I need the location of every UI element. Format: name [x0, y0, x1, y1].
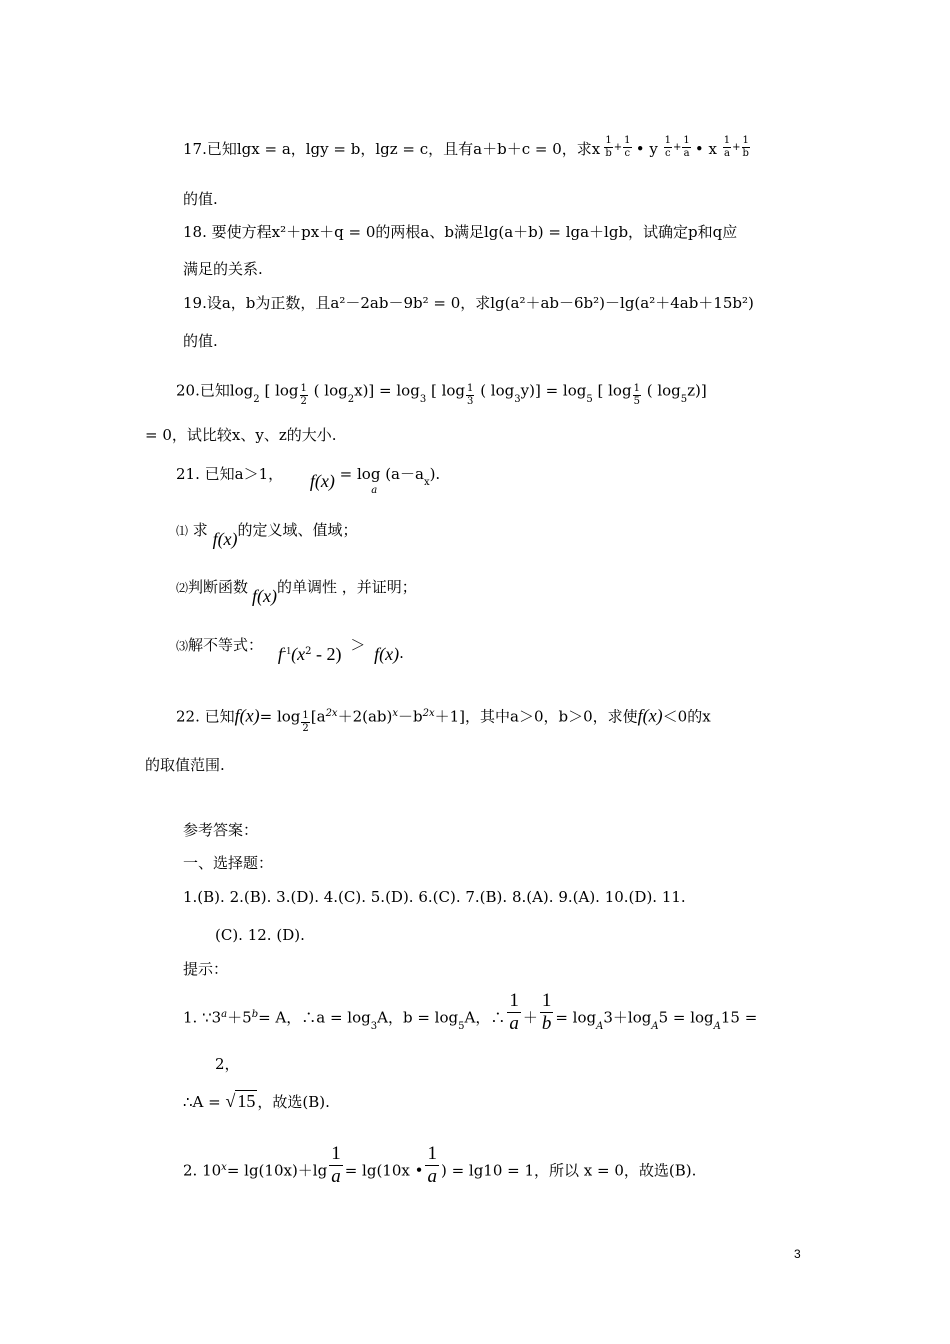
problem-21-line1: 21. 已知a＞1， $f(x) = \log _a(a-a_x)$. [176, 465, 441, 496]
problem-21-sub2: ⑵判断函数 f(x)的单调性 ，并证明； [176, 578, 417, 606]
problem-21-sub3: ⑶解不等式： $f^{-1}(x^2 - 2) > f(x)$. [176, 636, 404, 664]
exponent-fraction: $\frac{1}{b}$ [742, 135, 749, 159]
answers-list-line2: (C). 12. (D). [215, 926, 305, 944]
answers-title: 参考答案： [183, 821, 259, 839]
problem-17-text: 17.已知lgx = a，lgy = b，lgz = c，且有a＋b＋c = 0，求x [183, 140, 601, 158]
problem-21-sub1: ⑴ 求 f(x)的定义域、值域； [176, 521, 358, 549]
function-fx: f(x) [309, 471, 335, 491]
hint-title: 提示： [183, 960, 229, 978]
exponent-fraction: $\frac{1}{a}$ [683, 135, 690, 159]
fraction-1-over-b: $\frac{1}{b}$ [541, 990, 552, 1034]
fraction-1-over-a: $\frac{1}{a}$ [509, 990, 519, 1034]
page-number: 3 [794, 1247, 801, 1261]
problem-19-line1: 19.设a，b为正数，且a²－2ab－9b² = 0，求lg(a²＋ab－6b²)－lg(a²＋4ab＋15b²) [183, 294, 754, 312]
hint-1-line1: 1. $\because 3^a+5^b= A$，∴a = $\log_3A$，$b = \log_5A$，∴ $\frac{1}{a}$ ＋ $\frac{1}{b}$ = $\log_A3+\log_A5 = \log_A15$ = [183, 990, 758, 1034]
sqrt-15: √ 15 [225, 1091, 256, 1111]
answers-list-line1: 1.(B). 2.(B). 3.(D). 4.(C). 5.(D). 6.(C). 7.(B). 8.(A). 9.(A). 10.(D). 11. [183, 888, 686, 906]
problem-22-line2: 的取值范围. [145, 756, 225, 774]
exponent-fraction: $\frac{1}{c}$ [664, 135, 671, 159]
problem-17-line2: 的值. [183, 190, 218, 208]
base-fraction: $\frac{1}{5}$ [633, 383, 640, 407]
exponent-fraction: $\frac{1}{a}$ [723, 135, 731, 159]
problem-20-line2: = 0，试比较x、y、z的大小. [145, 426, 337, 444]
hint-1-line2: 2， [215, 1055, 240, 1073]
problem-22-line1: 22. 已知f(x)= log $\frac{1}{2}$ $[a^{2x}+2(ab)^x-b^{2x}+1]$，其中a＞0，b＞0，求使f(x)＜0的x [176, 705, 711, 734]
base-fraction: $\frac{1}{2}$ [302, 710, 309, 734]
problem-18-line1: 18. 要使方程x²＋px＋q = 0的两根a、b满足lg(a＋b) = lga＋lgb，试确定p和q应 [183, 223, 738, 241]
exponent-fraction: $\frac{1}{c}$ [624, 135, 631, 159]
base-fraction: $\frac{1}{2}$ [300, 383, 307, 407]
exponent-fraction: $\frac{1}{b}$ [605, 135, 612, 159]
problem-18-line2: 满足的关系. [183, 260, 263, 278]
problem-17-line1: 17.已知lgx = a，lgy = b，lgz = c，且有a＋b＋c = 0，求x $^{\frac{1}{b} + \frac{1}{c}}$ • y $^{\frac{1}{c} + \frac{1}{a}}$ • x $^{\frac{1}{a} + \frac{1}{b}}$ [183, 135, 749, 159]
base-fraction: $\frac{1}{3}$ [467, 383, 474, 407]
hint-2-line1: 2. $10^x= \lg(10x)+\lg$ $\frac{1}{a}$ = lg(10x • $\frac{1}{a}$ ) = lg10 = 1，所以 x = 0，故选(B). [183, 1143, 697, 1187]
fraction-1-over-a: $\frac{1}{a}$ [427, 1143, 437, 1187]
section-choice-title: 一、选择题： [183, 854, 274, 872]
hint-1-line3: ∴A = √ 15 ，故选(B). [183, 1091, 330, 1111]
fraction-1-over-a: $\frac{1}{a}$ [331, 1143, 341, 1187]
problem-20-line1: 20.已知$\log_2$ [ log $\frac{1}{2}$ ( $\log_2x)] = \log_3$ [ log $\frac{1}{3}$ ( $\log_3y)] = \log_5$ [ log $\frac{1}{5}$ ( $\log_5z$)] [176, 381, 707, 407]
problem-19-line2: 的值. [183, 332, 218, 350]
